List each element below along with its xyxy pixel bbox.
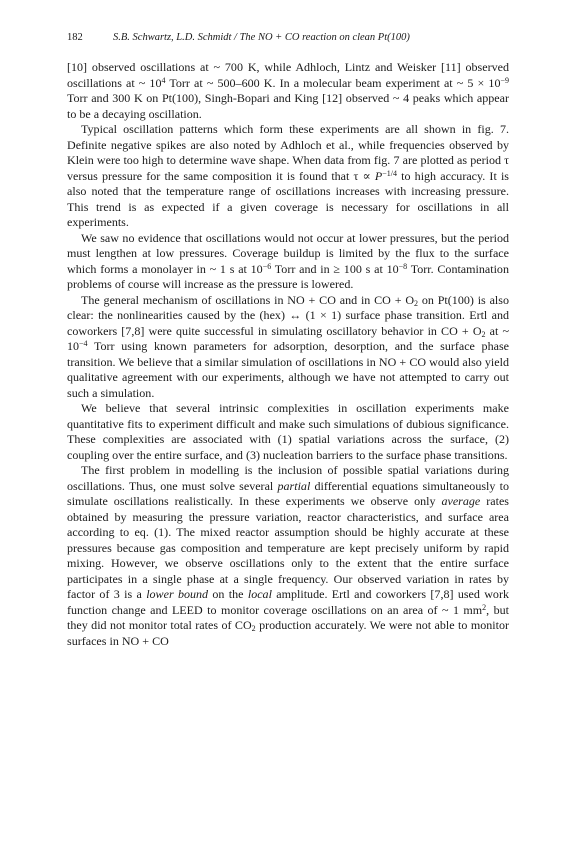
running-head (67, 30, 509, 46)
paragraph-3 (67, 231, 509, 293)
text-run: The first problem in modelling is the inclusion of possible spatial variations during oscillations. Thus, one must solve several (67, 463, 509, 493)
paragraph-4 (67, 293, 509, 402)
superscript: 4 (161, 75, 166, 85)
italic-run: average (441, 494, 481, 508)
text-run: Torr at ~ 500–600 K. In a molecular beam experiment at ~ 5 × 10 (165, 75, 501, 90)
text-run: at ~ 10 (67, 323, 509, 353)
text-run: differential equations simultaneously to simulate oscillations realistically. In these experiments we observe only (67, 478, 509, 508)
paragraph-2 (67, 122, 509, 231)
subscript: 2 (481, 329, 486, 339)
superscript: −6 (262, 261, 272, 271)
paragraph-6 (67, 463, 509, 649)
italic-run: partial (277, 478, 311, 493)
text-run: Torr and in ≥ 100 s at 10 (271, 261, 399, 276)
superscript: −8 (398, 261, 408, 271)
text-run: The general mechanism of oscillations in NO + CO and in CO + O (81, 292, 415, 307)
text-run: amplitude. Ertl and coworkers [7,8] used work function change and LEED to monitor coverage oscillations on an area of ~ 1 mm (67, 587, 509, 617)
text-run: production accurately. We were not able to monitor surfaces in NO + CO (67, 618, 509, 648)
journal-page (67, 30, 509, 649)
italic-run: lower bound (146, 587, 209, 601)
italic-run: P (374, 168, 383, 183)
text-run: [10] observed oscillations at ~ 700 K, while Adhloch, Lintz and Weisker [11] observed oscillations at ~ 10 (67, 60, 509, 90)
superscript: −1/4 (382, 168, 397, 178)
paragraph-1 (67, 60, 509, 122)
text-run: We saw no evidence that oscillations would not occur at lower pressures, but the period must lengthen at low pressures. Coverage buildup is limited by the flux to the surface which forms a monolayer in ~ 1 s at 10 (67, 230, 509, 276)
subscript: 2 (414, 298, 419, 308)
text-run: Torr. Contamination problems of course will increase as the pressure is lowered. (67, 261, 509, 291)
running-title: S.B. Schwartz, L.D. Schmidt / The NO + CO reaction on clean Pt(100) (113, 32, 410, 43)
text-run: to high accuracy. It is also noted that the temperature range of oscillations increases with increasing pressure. This trend is as expected if a given coverage is necessary for oscillations in all experiments. (67, 168, 509, 229)
superscript: −9 (500, 75, 509, 85)
text-run: on the (208, 587, 248, 601)
page-number: 182 (67, 32, 83, 43)
text-run: , but they did not monitor total rates of CO (67, 602, 509, 632)
body-text (67, 60, 509, 649)
superscript: 2 (482, 602, 487, 612)
text-run: Torr using known parameters for adsorption, desorption, and the surface phase transition. We believe that a similar simulation of oscillations in NO + CO would also yield qualitative agreement with our experiments, although we have not attempted to carry out such a simulation. (67, 339, 509, 400)
paragraph-5 (67, 401, 509, 463)
subscript: 2 (251, 624, 256, 633)
text-run: We believe that several intrinsic complexities in oscillation experiments make quantitative fits to experiment difficult and make such simulations of dubious significance. These complexities are associated with (1) spatial variations across the surface, (2) coupling over the entire surface, and (3) nucleation barriers to the surface phase transitions. (67, 401, 509, 462)
italic-run: local (247, 587, 272, 601)
text-run: Torr and 300 K on Pt(100), Singh-Bopari and King [12] observed ~ 4 peaks which appear to be a decaying oscillation. (67, 91, 509, 121)
text-run: on Pt(100) is also clear: the nonlinearities caused by the (hex) ↔ (1 × 1) surface phase transition. Ertl and coworkers [7,8] were quite successful in simulating oscillatory behavior in CO + O (67, 292, 509, 338)
text-run: rates obtained by measuring the pressure variation, reactor characteristics, and surface area according to eq. (1). The mixed reactor assumption should be highly accurate at these pressures because gas composition and temperature are kept precisely uniform by rapid mixing. However, we observe oscillations only to the extent that the entire surface participates in a single phase at a single frequency. Our observed variation in rates by factor of 3 is a (67, 494, 509, 601)
superscript: −4 (79, 339, 88, 348)
text-run: Typical oscillation patterns which form these experiments are all shown in fig. 7. Definite negative spikes are also noted by Adhloch et al., while frequencies observed by Klein were too high to determine wave shape. When data from fig. 7 are plotted as period τ versus pressure for the same composition it is found that τ ∝ (67, 122, 509, 183)
